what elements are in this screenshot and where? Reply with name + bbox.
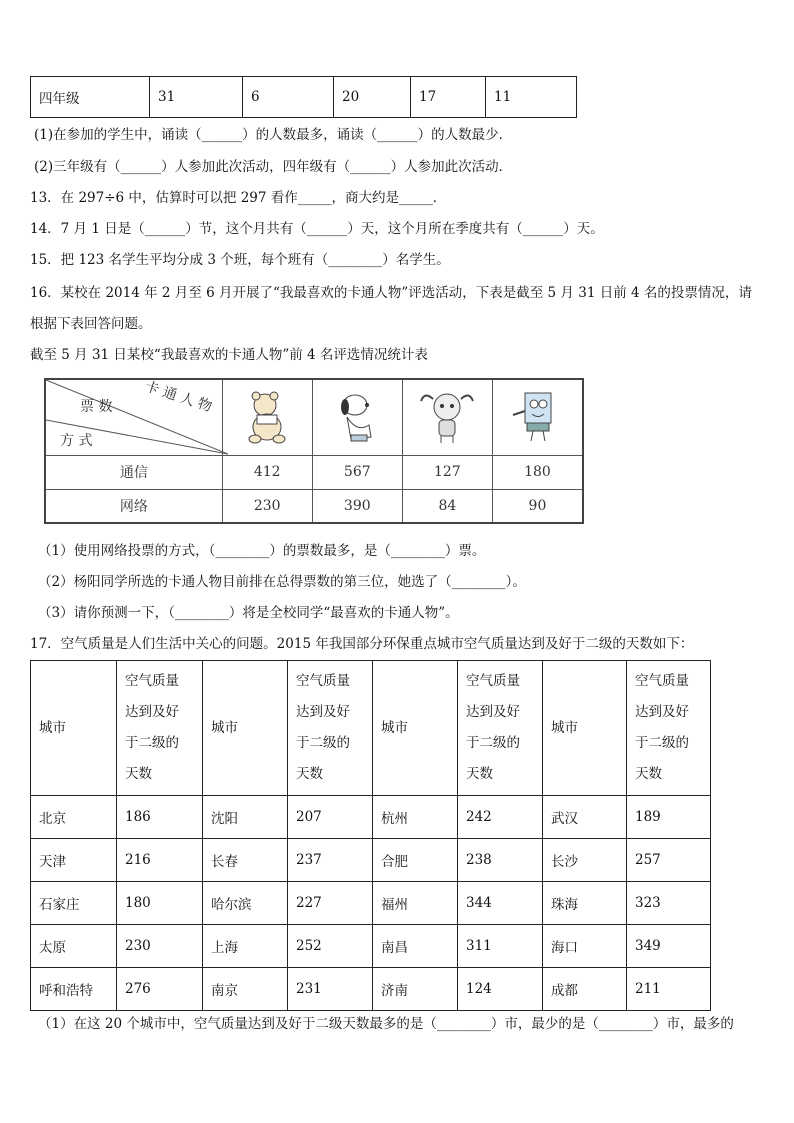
city-cell: 海口: [543, 925, 627, 968]
days-cell: 311: [458, 925, 543, 968]
days-cell: 257: [627, 839, 711, 882]
days-cell: 349: [627, 925, 711, 968]
days-cell: 230: [117, 925, 203, 968]
header-line: 空气质量: [635, 673, 689, 689]
city-cell: 呼和浩特: [31, 968, 117, 1011]
method-label: 通信: [45, 455, 222, 489]
city-cell: 太原: [31, 925, 117, 968]
header-cartoon-label: 卡 通 人 物: [142, 378, 214, 416]
days-cell: 216: [117, 839, 203, 882]
cartoon-bear-cell: [222, 379, 312, 455]
column-header-city: 城市: [543, 661, 627, 796]
grade-table: [30, 76, 577, 118]
question-15: 15．把 123 名学生平均分成 3 个班，每个班有（________）名学生。: [30, 252, 450, 268]
city-cell: 合肥: [373, 839, 458, 882]
vote-cell: 390: [312, 489, 402, 523]
column-header-city: 城市: [203, 661, 288, 796]
vote-cell: 567: [312, 455, 402, 489]
city-cell: 长春: [203, 839, 288, 882]
column-header-days: [288, 661, 373, 796]
header-line: 于二级的: [466, 735, 520, 751]
table-row: [31, 77, 577, 118]
city-cell: 成都: [543, 968, 627, 1011]
days-cell: 180: [117, 882, 203, 925]
header-line: 达到及好: [635, 704, 689, 720]
bear-cartoon-icon: [235, 389, 299, 445]
table-cell: 四年级: [31, 77, 150, 118]
city-cell: 福州: [373, 882, 458, 925]
table-cell: 17: [411, 77, 486, 118]
table-row: [45, 489, 583, 523]
days-cell: 344: [458, 882, 543, 925]
table-cell: 20: [334, 77, 411, 118]
days-cell: 238: [458, 839, 543, 882]
days-cell: 242: [458, 796, 543, 839]
city-cell: 北京: [31, 796, 117, 839]
question-17: 17．空气质量是人们生活中关心的问题。2015 年我国部分环保重点城市空气质量达到及好于二级的天数如下：: [30, 636, 694, 652]
header-line: 空气质量: [296, 673, 350, 689]
city-cell: 武汉: [543, 796, 627, 839]
header-line: 天数: [635, 766, 662, 782]
days-cell: 252: [288, 925, 373, 968]
city-cell: 长沙: [543, 839, 627, 882]
question-16-sub-3: （3）请你预测一下，（________）将是全校同学“最喜欢的卡通人物”。: [38, 605, 459, 621]
column-header-days: [627, 661, 711, 796]
table-cell: 31: [150, 77, 243, 118]
goat-cartoon-icon: [415, 389, 479, 445]
question-16-line2: 根据下表回答问题。: [30, 316, 152, 332]
dog-cartoon-icon: [325, 389, 389, 445]
header-line: 天数: [296, 766, 323, 782]
days-cell: 186: [117, 796, 203, 839]
header-line: 空气质量: [466, 673, 520, 689]
column-header-city: 城市: [373, 661, 458, 796]
column-header-city: 城市: [31, 661, 117, 796]
days-cell: 276: [117, 968, 203, 1011]
header-line: 于二级的: [125, 735, 179, 751]
table-row: [45, 455, 583, 489]
header-line: 于二级的: [635, 735, 689, 751]
city-cell: 上海: [203, 925, 288, 968]
diagonal-header: [45, 379, 222, 455]
question-sub-2: (2)三年级有（______）人参加此次活动，四年级有（______）人参加此次活动．: [34, 159, 513, 175]
city-cell: 石家庄: [31, 882, 117, 925]
question-14: 14．7 月 1 日是（______）节，这个月共有（______）天，这个月所在季度共有（______）天。: [30, 221, 604, 237]
vote-cell: 230: [222, 489, 312, 523]
city-cell: 沈阳: [203, 796, 288, 839]
days-cell: 189: [627, 796, 711, 839]
cartoon-vote-table: [44, 378, 584, 524]
days-cell: 227: [288, 882, 373, 925]
header-line: 天数: [466, 766, 493, 782]
column-header-days: [117, 661, 203, 796]
question-17-sub-1: （1）在这 20 个城市中，空气质量达到及好于二级天数最多的是（________）市，最少的是（________）市，最多的: [38, 1016, 734, 1032]
method-label: 网络: [45, 489, 222, 523]
vote-cell: 127: [402, 455, 492, 489]
table-cell: 6: [243, 77, 334, 118]
days-cell: 124: [458, 968, 543, 1011]
question-16-line1: 16．某校在 2014 年 2 月至 6 月开展了“我最喜欢的卡通人物”评选活动，下表是截至 5 月 31 日前 4 名的投票情况，请: [30, 285, 752, 301]
city-cell: 南京: [203, 968, 288, 1011]
cartoon-goat-cell: [402, 379, 492, 455]
days-cell: 207: [288, 796, 373, 839]
question-16-sub-1: （1）使用网络投票的方式，（________）的票数最多，是（________）票。: [38, 543, 486, 559]
table-row: [31, 968, 711, 1011]
table-row: [31, 796, 711, 839]
vote-cell: 180: [492, 455, 583, 489]
header-method-label: 方 式: [60, 433, 93, 449]
cartoon-dog-cell: [312, 379, 402, 455]
city-cell: 珠海: [543, 882, 627, 925]
city-cell: 济南: [373, 968, 458, 1011]
days-cell: 231: [288, 968, 373, 1011]
vote-cell: 412: [222, 455, 312, 489]
table-row: [45, 379, 583, 455]
table-caption: 截至 5 月 31 日某校“我最喜欢的卡通人物”前 4 名评选情况统计表: [30, 347, 428, 363]
table-cell: 11: [486, 77, 577, 118]
header-line: 天数: [125, 766, 152, 782]
days-cell: 323: [627, 882, 711, 925]
vote-cell: 90: [492, 489, 583, 523]
city-cell: 天津: [31, 839, 117, 882]
city-cell: 南昌: [373, 925, 458, 968]
days-cell: 211: [627, 968, 711, 1011]
city-cell: 杭州: [373, 796, 458, 839]
table-row: [31, 882, 711, 925]
table-row: [31, 925, 711, 968]
header-votes-label: 票 数: [80, 399, 113, 415]
header-line: 达到及好: [466, 704, 520, 720]
cartoon-sponge-cell: [492, 379, 583, 455]
city-cell: 哈尔滨: [203, 882, 288, 925]
days-cell: 237: [288, 839, 373, 882]
air-quality-table: [30, 660, 711, 1011]
vote-cell: 84: [402, 489, 492, 523]
sponge-cartoon-icon: [505, 389, 569, 445]
question-sub-1: (1)在参加的学生中，诵读（______）的人数最多，诵读（______）的人数最少．: [34, 127, 513, 143]
header-line: 于二级的: [296, 735, 350, 751]
cartoon-vote-table-image: [44, 378, 586, 526]
column-header-days: [458, 661, 543, 796]
header-line: 达到及好: [296, 704, 350, 720]
question-16-sub-2: （2）杨阳同学所选的卡通人物目前排在总得票数的第三位，她选了（________）。: [38, 574, 526, 590]
table-header-row: [31, 661, 711, 796]
header-line: 空气质量: [125, 673, 179, 689]
question-13: 13．在 297÷6 中，估算时可以把 297 看作_____，商大约是_____．: [30, 190, 447, 206]
header-line: 达到及好: [125, 704, 179, 720]
table-row: [31, 839, 711, 882]
